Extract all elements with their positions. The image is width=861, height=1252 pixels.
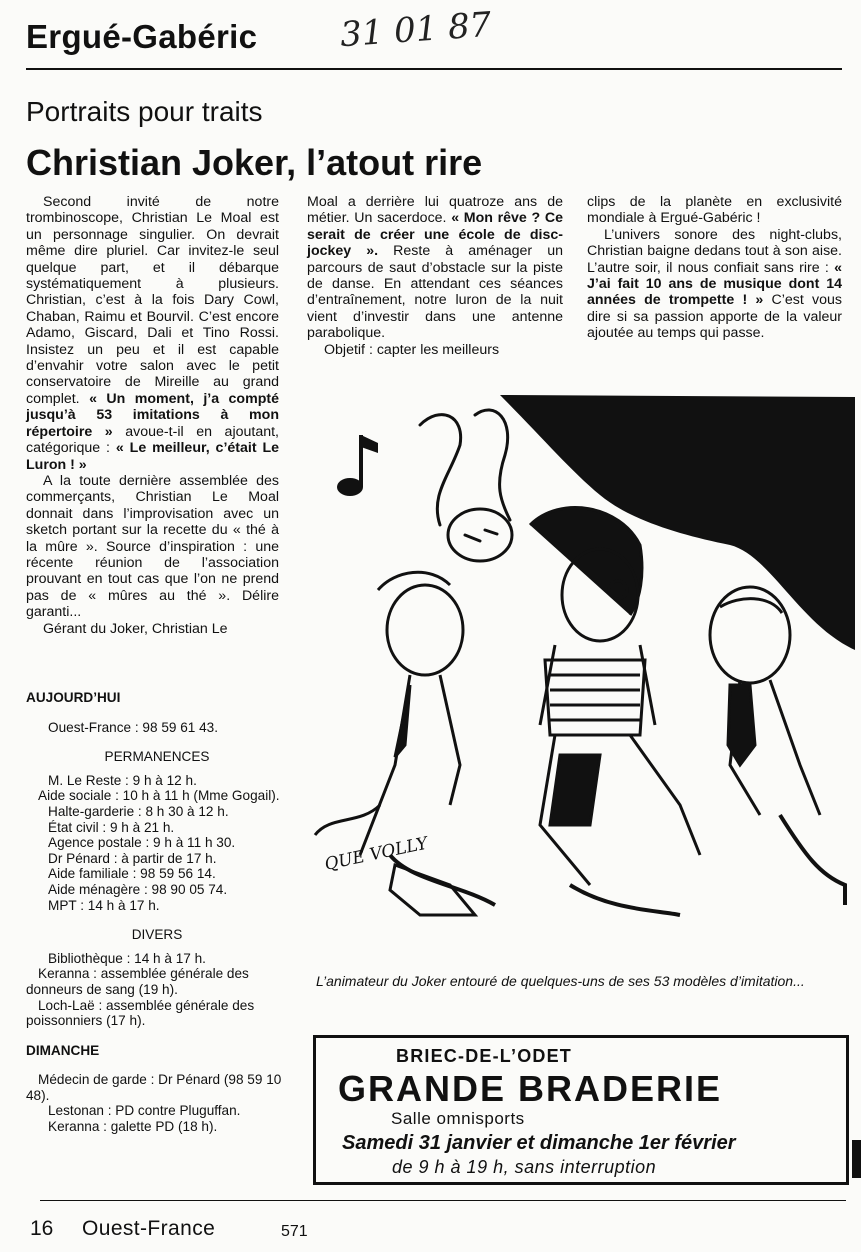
agenda-item: Dr Pénard : à partir de 17 h.	[48, 850, 217, 866]
article-column-1	[26, 194, 279, 637]
page-number: 16	[30, 1217, 54, 1240]
agenda-heading-permanences: PERMANENCES	[104, 749, 210, 765]
quote-le-luron: « Le meilleur, c’était Le Luron ! »	[26, 440, 279, 473]
advert-town: BRIEC-DE-L’ODET	[396, 1046, 573, 1066]
agenda-item: M. Le Reste : 9 h à 12 h.	[48, 772, 197, 788]
section-title: Ergué-Gabéric	[26, 18, 258, 55]
article-paragraph: L’univers sonore des night-clubs, Christian baigne dedans tout à son aise. L’autre soir, il nous confiait sans rire : « J’ai fait 10 ans de musique dont 14 années de trompette ! » C’est vous dire si sa passion apporte de la valeur ajoutée au temps qui passe.	[587, 226, 842, 342]
agenda-heading-divers: DIVERS	[131, 927, 183, 943]
agenda-item: Médecin de garde : Dr Pénard (98 59 10 48).	[26, 1072, 282, 1103]
agenda-item: Aide sociale : 10 h à 11 h (Mme Gogail).	[38, 788, 280, 804]
agenda-item: Keranna : assemblée générale des donneurs de sang (19 h).	[26, 966, 249, 997]
bottom-rule	[40, 1200, 846, 1201]
agenda-item: Loch-Laë : assemblée générale des poissonniers (17 h).	[26, 997, 255, 1029]
advert-title: GRANDE BRADERIE	[338, 1068, 723, 1109]
agenda-item: Halte-garderie : 8 h 30 à 12 h.	[48, 803, 229, 819]
page-edge-mark	[852, 1140, 861, 1178]
article-paragraph: Moal a derrière lui quatroze ans de métier. Un sacerdoce. « Mon rêve ? Ce serait de créer une école de disc-jockey ». Reste à aménager un parcours de saut d’obstacle sur la piste de danse. En attendant ces séances d’entraînement, notre luron de la nuit vient d’investir dans une antenne parabolique.	[307, 194, 563, 342]
page-code: 571	[281, 1223, 308, 1240]
article-column-3	[587, 194, 842, 342]
agenda-item: Aide ménagère : 98 90 05 74.	[48, 881, 228, 897]
cartoon-caption: L’animateur du Joker entouré de quelques-uns de ses 53 modèles d’imitation...	[316, 973, 805, 989]
figure-right	[710, 587, 845, 905]
article-headline: Christian Joker, l’atout rire	[26, 142, 483, 183]
cartoon-illustration	[300, 385, 860, 945]
agenda-heading-today: AUJOURD’HUI	[26, 690, 121, 705]
agenda-column	[26, 690, 288, 1135]
agenda-heading-sunday: DIMANCHE	[26, 1042, 100, 1058]
music-note-icon	[337, 435, 378, 496]
braderie-advert	[313, 1035, 849, 1185]
agenda-item: Keranna : galette PD (18 h).	[48, 1119, 218, 1135]
article-paragraph: Gérant du Joker, Christian Le	[43, 620, 228, 637]
quote-trompette: « J’ai fait 10 ans de musique dont 14 années de trompette ! »	[587, 259, 842, 309]
handwritten-date: 31 01 87	[338, 4, 493, 56]
agenda-item: Lestonan : PD contre Pluguffan.	[48, 1103, 241, 1119]
quote-imitations: « Un moment, j’a compté jusqu’à 53 imitations à mon répertoire »	[26, 390, 279, 440]
figure-raised-arms	[420, 410, 512, 561]
newspaper-name: Ouest-France	[82, 1217, 216, 1240]
article-paragraph: Objetif : capter les meilleurs	[324, 341, 500, 358]
agenda-item: Agence postale : 9 h à 11 h 30.	[48, 835, 236, 851]
article-paragraph: clips de la planète en exclusivité mondiale à Ergué-Gabéric !	[587, 194, 842, 227]
agenda-item: MPT : 14 h à 17 h.	[48, 897, 160, 913]
top-rule	[26, 68, 842, 70]
agenda-item: Bibliothèque : 14 h à 17 h.	[48, 950, 206, 966]
cartoonist-signature: QUE VOLLY	[322, 833, 430, 875]
article-paragraph: A la toute dernière assemblée des commerçants, Christian Le Moal donnait dans l’improvisation avec un sketch portant sur la recette du « thé à la mûre ». Source d’inspiration : une récente réunion de l’association prouvant en tout cas que l’on ne prend pas de « mûres au thé ». Délire garanti...	[26, 472, 279, 621]
article-paragraph: Second invité de notre trombinoscope, Christian Le Moal est un personnage singulier. On devrait même dire pluriel. Car invitez-le seul quelque part, et il débarque systématiquement à plusieurs. Christian, c’est à la fois Dary Cowl, Chaban, Raimu et Bourvil. C’est encore Adamo, Giscard, Dali et Tino Rossi. Insistez un peu et il est capable d’envahir votre salon avec le petit conservatoire de Mireille au grand complet. « Un moment, j’a compté jusqu’à 53 imitations à mon répertoire » avoue-t-il en ajoutant, catégorique : « Le meilleur, c’était Le Luron ! »	[26, 194, 279, 473]
quote-disc-jockey: « Mon rêve ? Ce serait de créer une école de disc-jockey ».	[307, 210, 563, 260]
agenda-item: Aide familiale : 98 59 56 14.	[48, 866, 216, 882]
agenda-phone: Ouest-France : 98 59 61 43.	[48, 719, 219, 735]
article-column-2	[307, 194, 563, 358]
article-kicker: Portraits pour traits	[26, 96, 263, 127]
advert-dates: Samedi 31 janvier et dimanche 1er février	[342, 1132, 736, 1154]
advert-hours: de 9 h à 19 h, sans interruption	[392, 1157, 657, 1177]
agenda-item: État civil : 9 h à 21 h.	[48, 819, 175, 835]
figure-center	[530, 508, 700, 915]
advert-venue: Salle omnisports	[391, 1109, 525, 1128]
